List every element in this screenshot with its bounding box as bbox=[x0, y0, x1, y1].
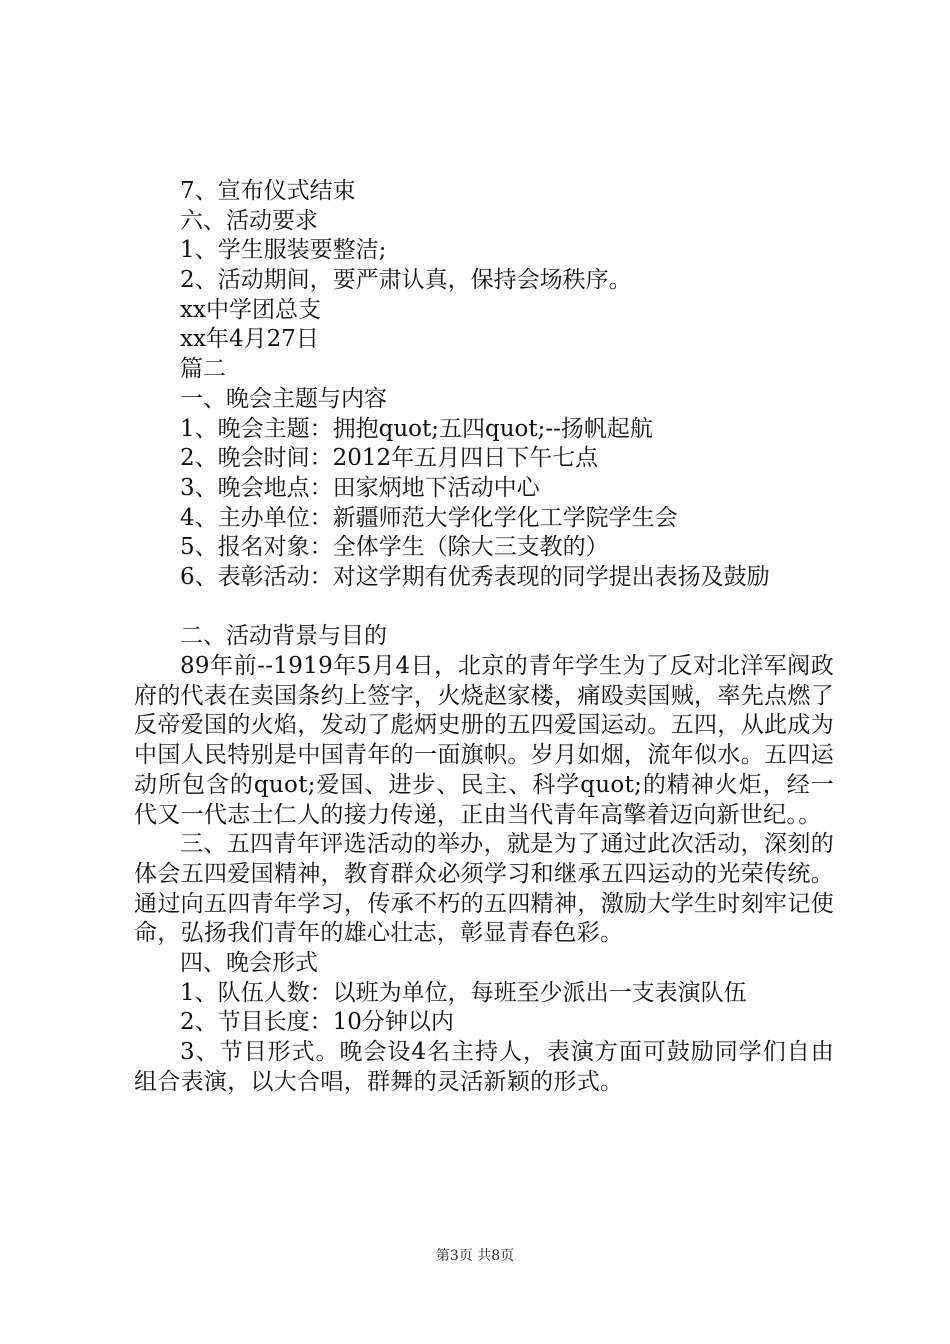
paragraph-section-4-3: 3、节目形式。晚会设4名主持人，表演方面可鼓励同学们自由组合表演，以大合唱，群舞的灵活新颖的形式。 bbox=[134, 1039, 834, 1095]
blank-line bbox=[134, 593, 834, 623]
text-line: 2、节目长度：10分钟以内 bbox=[180, 1009, 454, 1036]
text-line: 2、晚会时间：2012年五月四日下午七点 bbox=[180, 445, 599, 472]
text-line: 6、表彰活动：对这学期有优秀表现的同学提出表扬及鼓励 bbox=[180, 563, 770, 590]
text-line: 1、晚会主题：拥抱quot;五四quot;--扬帆起航 bbox=[180, 415, 653, 442]
text-line: 篇二 bbox=[180, 356, 226, 383]
document-body bbox=[134, 177, 834, 1098]
text-line: 一、晚会主题与内容 bbox=[180, 385, 387, 412]
text-line: 4、主办单位：新疆师范大学化学化工学院学生会 bbox=[180, 504, 678, 531]
text-line: 1、学生服装要整洁; bbox=[180, 237, 387, 264]
section-heading: 二、活动背景与目的 bbox=[180, 623, 387, 650]
text-line: 3、晚会地点：田家炳地下活动中心 bbox=[180, 474, 540, 501]
text-line: xx年4月27日 bbox=[180, 326, 319, 353]
section-heading: 四、晚会形式 bbox=[180, 950, 318, 977]
paragraph-background: 89年前--1919年5月4日，北京的青年学生为了反对北洋军阀政府的代表在卖国条约上签字，火烧赵家楼，痛殴卖国贼，率先点燃了反帝爱国的火焰，发动了彪炳史册的五四爱国运动。五四，从此成为中国人民特别是中国青年的一面旗帜。岁月如烟，流年似水。五四运动所包含的quot;爱国、进步、民主、科学quot;的精神火炬，经一代又一代志士仁人的接力传递，正由当代青年高擎着迈向新世纪。。 bbox=[134, 653, 834, 828]
paragraph-section-3: 三、五四青年评选活动的举办，就是为了通过此次活动，深刻的体会五四爱国精神，教育群众必须学习和继承五四运动的光荣传统。通过向五四青年学习，传承不朽的五四精神，激励大学生时刻牢记使命，弘扬我们青年的雄心壮志，彰显青春色彩。 bbox=[134, 831, 834, 947]
text-line: 2、活动期间，要严肃认真，保持会场秩序。 bbox=[180, 267, 632, 294]
text-line: 六、活动要求 bbox=[180, 207, 318, 234]
text-line: 1、队伍人数：以班为单位，每班至少派出一支表演队伍 bbox=[180, 979, 747, 1006]
text-line: 7、宣布仪式结束 bbox=[180, 178, 356, 204]
page-footer: 第3页 共8页 bbox=[435, 1248, 515, 1264]
text-line: xx中学团总支 bbox=[180, 296, 321, 323]
text-line: 5、报名对象：全体学生（除大三支教的） bbox=[180, 534, 609, 561]
